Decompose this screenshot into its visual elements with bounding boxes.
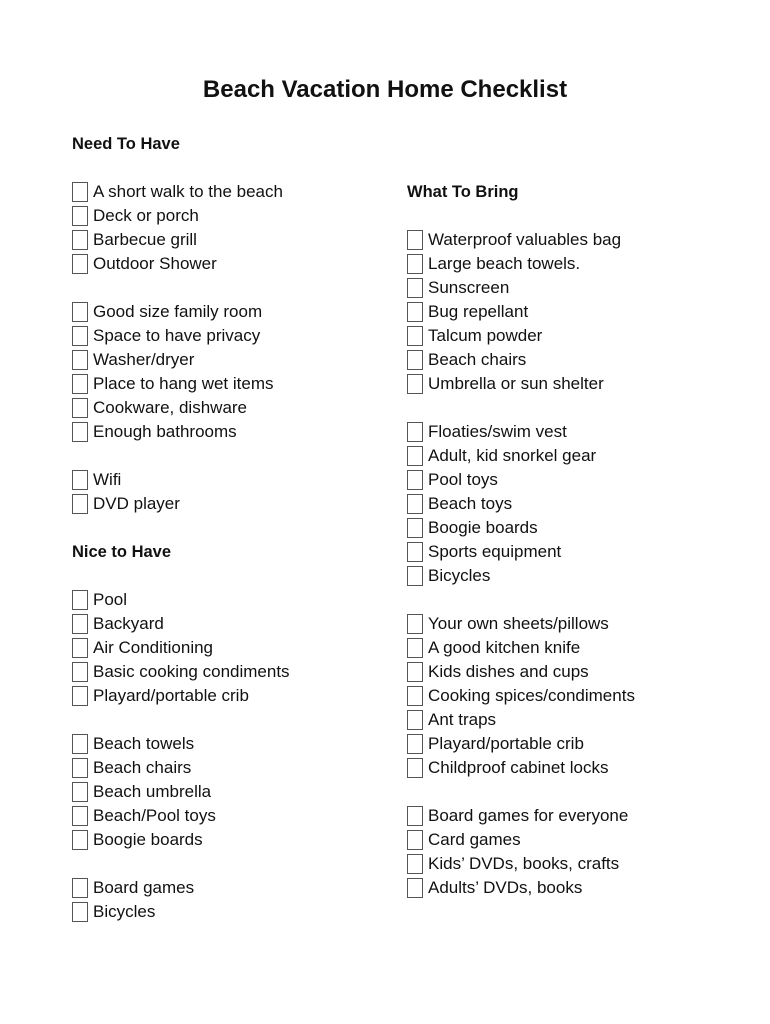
checkbox[interactable] [72, 878, 88, 898]
checklist-item-label: Your own sheets/pillows [428, 614, 609, 633]
checklist-item-label: A good kitchen knife [428, 638, 581, 657]
spacer [407, 396, 635, 420]
checkbox[interactable] [407, 686, 423, 706]
checkbox[interactable] [72, 326, 88, 346]
checkbox[interactable] [72, 374, 88, 394]
checklist-item-label: Childproof cabinet locks [428, 758, 609, 777]
checklist-item[interactable] [72, 612, 290, 636]
checklist-item-label: Umbrella or sun shelter [428, 374, 604, 393]
checklist-item-label: Adult, kid snorkel gear [428, 446, 597, 465]
checklist-item[interactable] [72, 180, 290, 204]
checklist-item-label: Kids’ DVDs, books, crafts [428, 854, 620, 873]
checklist-item[interactable] [407, 660, 635, 684]
checkbox[interactable] [407, 302, 423, 322]
checklist-item-label: DVD player [93, 494, 180, 513]
checklist-item[interactable] [407, 756, 635, 780]
checkbox[interactable] [72, 350, 88, 370]
checkbox[interactable] [72, 614, 88, 634]
checkbox[interactable] [407, 638, 423, 658]
checklist-item-label: Outdoor Shower [93, 254, 217, 273]
checklist-item-label: Enough bathrooms [93, 422, 237, 441]
checkbox[interactable] [407, 710, 423, 730]
checklist-item-label: Card games [428, 830, 521, 849]
checklist-item[interactable] [407, 420, 635, 444]
checklist-item[interactable] [407, 636, 635, 660]
checklist-item-label: Large beach towels. [428, 254, 581, 273]
checklist-item[interactable] [72, 204, 290, 228]
checklist-item-label: Backyard [93, 614, 164, 633]
spacer [72, 516, 290, 540]
checklist-item[interactable] [72, 780, 290, 804]
checklist-item-label: Beach umbrella [93, 782, 212, 801]
checkbox[interactable] [407, 542, 423, 562]
checkbox[interactable] [72, 734, 88, 754]
checklist-item[interactable] [72, 348, 290, 372]
checklist-item-label: Bicycles [428, 566, 491, 585]
checklist-item[interactable] [407, 708, 635, 732]
checklist-item[interactable] [407, 252, 635, 276]
checklist-item-label: Beach chairs [93, 758, 192, 777]
checklist-item[interactable] [72, 300, 290, 324]
checklist-item[interactable] [72, 684, 290, 708]
checkbox[interactable] [407, 758, 423, 778]
checklist-item-label: Pool toys [428, 470, 498, 489]
checkbox[interactable] [407, 254, 423, 274]
checklist-item-label: Beach chairs [428, 350, 527, 369]
checklist-item-label: Kids dishes and cups [428, 662, 589, 681]
checklist-item[interactable] [72, 324, 290, 348]
checklist-item-label: Sunscreen [428, 278, 510, 297]
right-column [407, 180, 635, 900]
checkbox[interactable] [72, 590, 88, 610]
checklist-item-label: Floaties/swim vest [428, 422, 567, 441]
checklist-item[interactable] [407, 276, 635, 300]
checklist-item-label: Space to have privacy [93, 326, 261, 345]
checklist-item-label: Basic cooking condiments [93, 662, 290, 681]
checkbox[interactable] [407, 614, 423, 634]
checklist-item[interactable] [72, 468, 290, 492]
checklist-item[interactable] [72, 756, 290, 780]
checklist-item[interactable] [72, 372, 290, 396]
checklist-item[interactable] [72, 492, 290, 516]
checkbox[interactable] [407, 350, 423, 370]
checkbox[interactable] [72, 302, 88, 322]
checkbox[interactable] [407, 446, 423, 466]
checkbox[interactable] [72, 758, 88, 778]
spacer [72, 444, 290, 468]
checklist-item-label: Talcum powder [428, 326, 543, 345]
page-title: Beach Vacation Home Checklist [202, 76, 568, 103]
checklist-item[interactable] [407, 444, 635, 468]
checkbox[interactable] [407, 566, 423, 586]
checklist-item[interactable] [72, 396, 290, 420]
checklist-item-label: Beach toys [428, 494, 513, 513]
checklist-item[interactable] [407, 372, 635, 396]
checklist-item[interactable] [72, 804, 290, 828]
checklist-item-label: Beach/Pool toys [93, 806, 216, 825]
checkbox[interactable] [72, 830, 88, 850]
checklist-item[interactable] [407, 828, 635, 852]
spacer [407, 204, 635, 228]
checklist-item[interactable] [72, 588, 290, 612]
checkbox[interactable] [72, 902, 88, 922]
checkbox[interactable] [72, 686, 88, 706]
checklist-item-label: Board games for everyone [428, 806, 629, 825]
checklist-item[interactable] [407, 564, 635, 588]
checkbox[interactable] [407, 374, 423, 394]
checklist-item[interactable] [407, 516, 635, 540]
checklist-item[interactable] [407, 468, 635, 492]
checklist-item-label: Barbecue grill [93, 230, 197, 249]
checklist-item[interactable] [407, 348, 635, 372]
checklist-item-label: Playard/portable crib [428, 734, 584, 753]
spacer [72, 276, 290, 300]
checklist-item[interactable] [407, 852, 635, 876]
checklist-item[interactable] [72, 900, 290, 924]
spacer [72, 708, 290, 732]
checklist-item[interactable] [72, 252, 290, 276]
checklist-item[interactable] [407, 540, 635, 564]
section-heading: Need To Have [72, 135, 180, 153]
checkbox[interactable] [407, 854, 423, 874]
checklist-item[interactable] [72, 420, 290, 444]
checklist-item-label: Good size family room [93, 302, 263, 321]
checkbox[interactable] [72, 230, 88, 250]
checkbox[interactable] [72, 638, 88, 658]
checkbox[interactable] [407, 494, 423, 514]
checklist-item-label: A short walk to the beach [93, 182, 283, 201]
checklist-item[interactable] [407, 876, 635, 900]
checkbox[interactable] [72, 782, 88, 802]
checkbox[interactable] [407, 878, 423, 898]
checklist-item[interactable] [72, 660, 290, 684]
spacer [407, 588, 635, 612]
checkbox[interactable] [407, 518, 423, 538]
checklist-item[interactable] [407, 804, 635, 828]
spacer [407, 780, 635, 804]
checkbox[interactable] [407, 278, 423, 298]
checklist-item-label: Boogie boards [428, 518, 538, 537]
checkbox[interactable] [407, 230, 423, 250]
checklist-item[interactable] [407, 684, 635, 708]
checklist-item-label: Bug repellant [428, 302, 529, 321]
checklist-item-label: Washer/dryer [93, 350, 195, 369]
checkbox[interactable] [72, 398, 88, 418]
checkbox[interactable] [72, 422, 88, 442]
checkbox[interactable] [72, 206, 88, 226]
checklist-item-label: Deck or porch [93, 206, 199, 225]
section-heading: Nice to Have [72, 543, 172, 561]
checklist-item-label: Bicycles [93, 902, 156, 921]
checklist-item-label: Pool [93, 590, 128, 609]
checklist-item-label: Air Conditioning [93, 638, 214, 657]
checklist-item[interactable] [407, 492, 635, 516]
checklist-item[interactable] [72, 228, 290, 252]
checkbox[interactable] [407, 422, 423, 442]
checkbox[interactable] [407, 326, 423, 346]
checklist-item-label: Boogie boards [93, 830, 203, 849]
checklist-item[interactable] [407, 228, 635, 252]
spacer [72, 564, 290, 588]
checklist-item[interactable] [72, 828, 290, 852]
checklist-item[interactable] [407, 300, 635, 324]
checklist-item-label: Board games [93, 878, 195, 897]
checklist-item-label: Cooking spices/condiments [428, 686, 635, 705]
spacer [72, 852, 290, 876]
checkbox[interactable] [407, 662, 423, 682]
checkbox[interactable] [407, 470, 423, 490]
checklist-item-label: Adults’ DVDs, books [428, 878, 583, 897]
checkbox[interactable] [72, 662, 88, 682]
checkbox[interactable] [72, 182, 88, 202]
checklist-item[interactable] [407, 612, 635, 636]
checklist-item-label: Beach towels [93, 734, 195, 753]
checkbox[interactable] [407, 830, 423, 850]
checklist-item-label: Place to hang wet items [93, 374, 274, 393]
checklist-item-label: Playard/portable crib [93, 686, 249, 705]
checklist-item-label: Cookware, dishware [93, 398, 248, 417]
checkbox[interactable] [72, 494, 88, 514]
checklist-item-label: Waterproof valuables bag [428, 230, 622, 249]
spacer [72, 156, 290, 180]
section-heading: What To Bring [407, 183, 519, 201]
checklist-item-label: Ant traps [428, 710, 497, 729]
checkbox[interactable] [72, 806, 88, 826]
checklist-item[interactable] [72, 876, 290, 900]
checklist-item[interactable] [407, 324, 635, 348]
checklist-item[interactable] [72, 732, 290, 756]
checklist-item[interactable] [407, 732, 635, 756]
checkbox[interactable] [407, 806, 423, 826]
checklist-item-label: Sports equipment [428, 542, 562, 561]
left-column [72, 132, 290, 924]
checkbox[interactable] [407, 734, 423, 754]
checkbox[interactable] [72, 254, 88, 274]
checklist-item-label: Wifi [93, 470, 122, 489]
checkbox[interactable] [72, 470, 88, 490]
checklist-item[interactable] [72, 636, 290, 660]
